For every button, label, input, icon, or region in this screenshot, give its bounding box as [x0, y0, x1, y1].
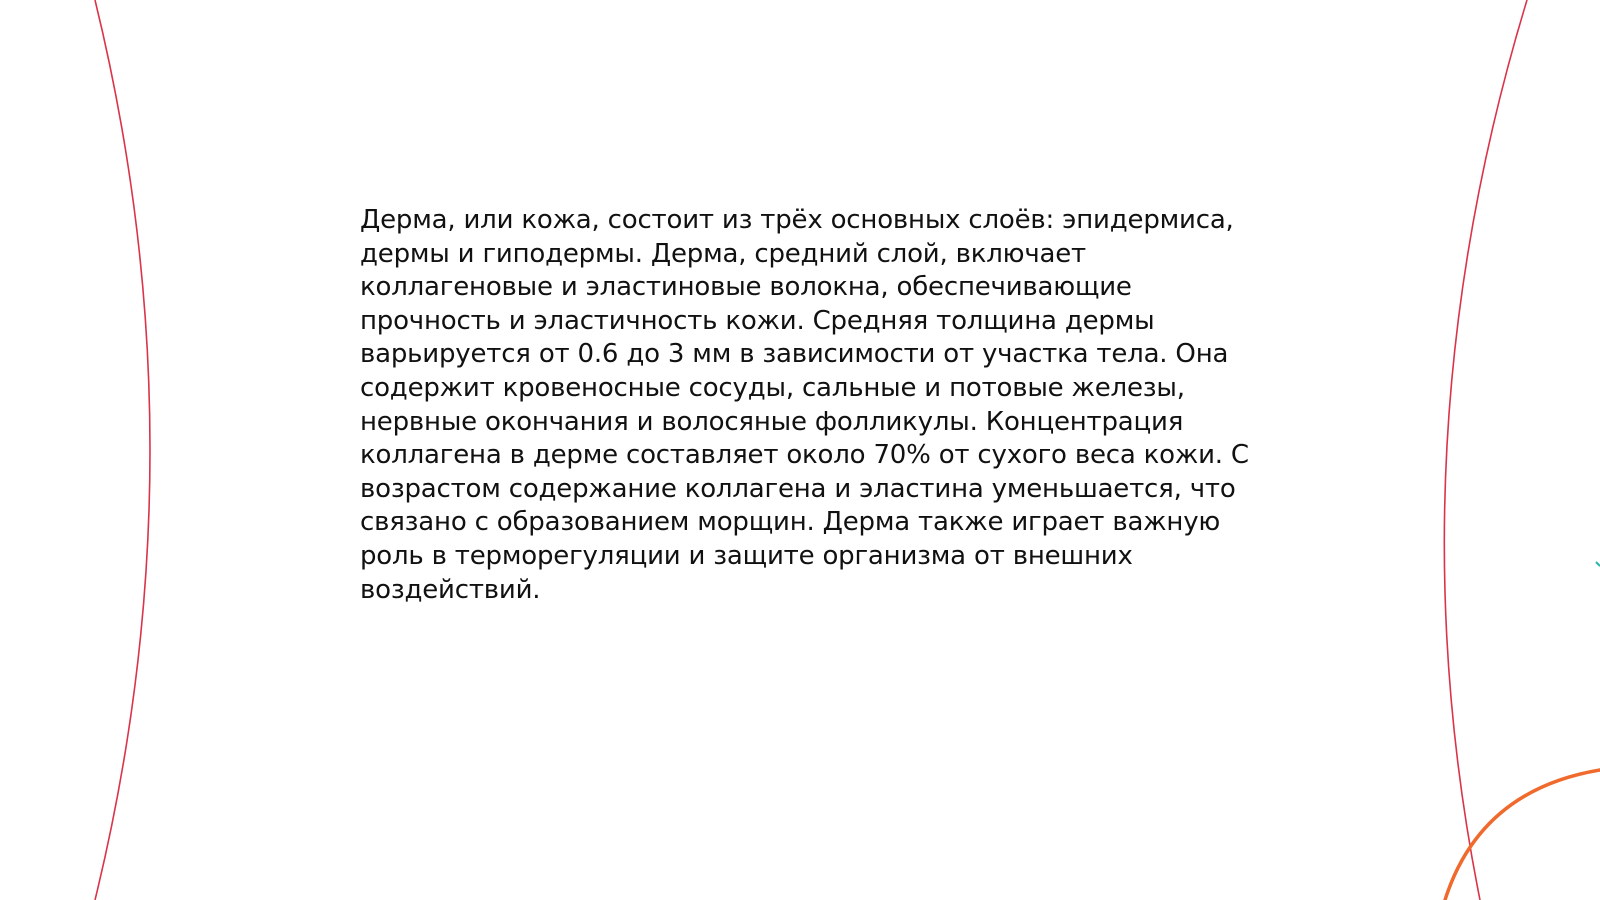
teal-accent-mark — [1596, 562, 1600, 566]
right-curve-line — [1444, 0, 1527, 900]
left-curve-line — [95, 0, 150, 900]
body-paragraph: Дерма, или кожа, состоит из трёх основных слоёв: эпидермиса, дермы и гиподермы. Дерма, средний слой, включает коллагеновые и эластиновые волокна, обеспечивающие прочность и эластичность кожи. Средняя толщина дермы варьируется от 0.6 до 3 мм в зависимости от участка тела. Она содержит кровеносные сосуды, сальные и потовые железы, нервные окончания и волосяные фолликулы. Концентрация коллагена в дерме составляет около 70% от сухого веса кожи. С возрастом содержание коллагена и эластина уменьшается, что связано с образованием морщин. Дерма также играет важную роль в терморегуляции и защите организма от внешних воздействий. — [360, 205, 1249, 605]
